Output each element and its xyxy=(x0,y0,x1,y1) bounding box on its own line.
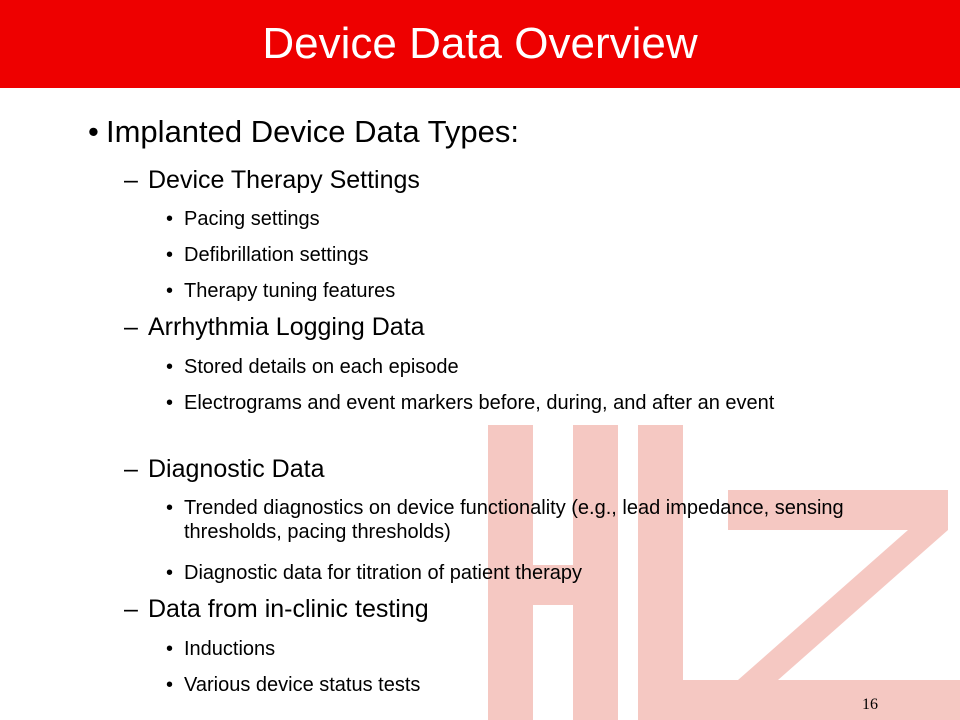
list-item: • Stored details on each episode xyxy=(166,356,459,378)
section-label: – Arrhythmia Logging Data xyxy=(124,313,425,341)
list-item: • Diagnostic data for titration of patient therapy xyxy=(166,562,583,584)
bullet-icon: • xyxy=(166,638,174,660)
page-number: 16 xyxy=(862,696,878,713)
list-item: • Various device status tests xyxy=(166,674,421,696)
dash-icon: – xyxy=(124,455,138,483)
list-item: • Electrograms and event markers before, during, and after an event xyxy=(166,392,775,414)
bullet-icon: • xyxy=(166,497,174,519)
bullet-icon: • xyxy=(166,280,174,302)
section-label: – Device Therapy Settings xyxy=(124,166,420,194)
section-label: – Data from in-clinic testing xyxy=(124,595,429,623)
heading-item xyxy=(88,114,519,150)
dash-icon: – xyxy=(124,595,138,623)
bullet-icon: • xyxy=(166,208,174,230)
bullet-icon: • xyxy=(166,356,174,378)
list-item: • Trended diagnostics on device functionality (e.g., lead impedance, sensing thresholds, pacing thresholds) xyxy=(166,497,844,543)
bullet-icon: • xyxy=(166,392,174,414)
slide-title: Device Data Overview xyxy=(262,19,698,68)
bullet-icon: • xyxy=(166,674,174,696)
section-label: – Diagnostic Data xyxy=(124,455,325,483)
list-item: • Inductions xyxy=(166,638,276,660)
list-item: • Defibrillation settings xyxy=(166,244,369,266)
bullet-icon: • xyxy=(166,244,174,266)
bullet-icon: • xyxy=(166,562,174,584)
bullet-icon: • xyxy=(88,114,99,149)
list-item: • Therapy tuning features xyxy=(166,280,396,302)
dash-icon: – xyxy=(124,166,138,194)
list-item: • Pacing settings xyxy=(166,208,320,230)
heading-text: Implanted Device Data Types: xyxy=(106,114,519,149)
dash-icon: – xyxy=(124,313,138,341)
